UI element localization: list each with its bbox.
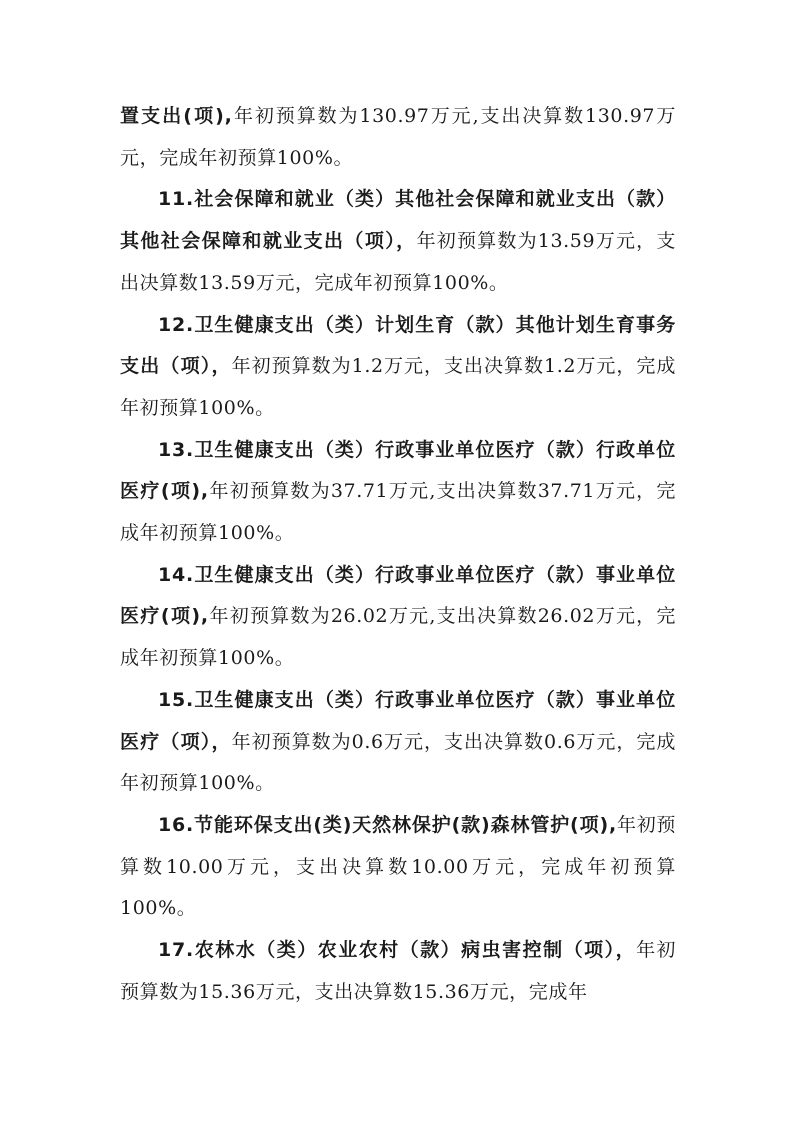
item-text: 年初预算数为37.71万元,支出决算数37.71万元，完成年初预算100%。 (120, 480, 676, 545)
item-heading: 17.农林水（类）农业农村（款）病虫害控制（项）， (158, 939, 637, 962)
item-heading: 14.卫生健康支出（类）行政事业单位医疗（款）事业单位医疗(项), (120, 563, 676, 628)
item-text: 年初预算数为26.02万元,支出决算数26.02万元，完成年初预算100%。 (120, 605, 676, 670)
paragraph-11 (120, 179, 676, 304)
item-heading: 置支出(项), (120, 105, 233, 127)
paragraph-16 (120, 805, 676, 930)
item-heading: 16.节能环保支出(类)天然林保护(款)森林管护(项), (158, 813, 617, 836)
item-heading: 13.卫生健康支出（类）行政事业单位医疗（款）行政单位医疗(项), (120, 438, 676, 503)
item-heading: 15.卫生健康支出（类）行政事业单位医疗（款）事业单位医疗（项）， (120, 688, 676, 753)
item-text: 年初预算数为130.97万元,支出决算数130.97万元，完成年初预算100%。 (120, 105, 676, 169)
item-text: 年初预算数为13.59万元，支出决算数13.59万元，完成年初预算100%。 (120, 230, 676, 294)
item-text: 年初预算数10.00万元，支出决算数10.00万元，完成年初预算100%。 (120, 813, 676, 920)
item-heading: 12.卫生健康支出（类）计划生育（款）其他计划生育事务支出（项）， (120, 313, 676, 378)
item-text: 年初预算数为1.2万元，支出决算数1.2万元，完成年初预算100%。 (120, 355, 676, 419)
paragraph-10-continued (120, 96, 676, 179)
paragraph-17 (120, 930, 676, 1013)
item-heading: 11.社会保障和就业（类）其他社会保障和就业支出（款）其他社会保障和就业支出（项）， (120, 188, 676, 253)
paragraph-13 (120, 430, 676, 555)
paragraph-12 (120, 305, 676, 430)
paragraph-14 (120, 555, 676, 680)
item-text: 年初预算数为15.36万元，支出决算数15.36万元，完成年 (120, 939, 676, 1003)
paragraph-15 (120, 680, 676, 805)
document-body (120, 96, 676, 1013)
item-text: 年初预算数为0.6万元，支出决算数0.6万元，完成年初预算100%。 (120, 730, 676, 795)
